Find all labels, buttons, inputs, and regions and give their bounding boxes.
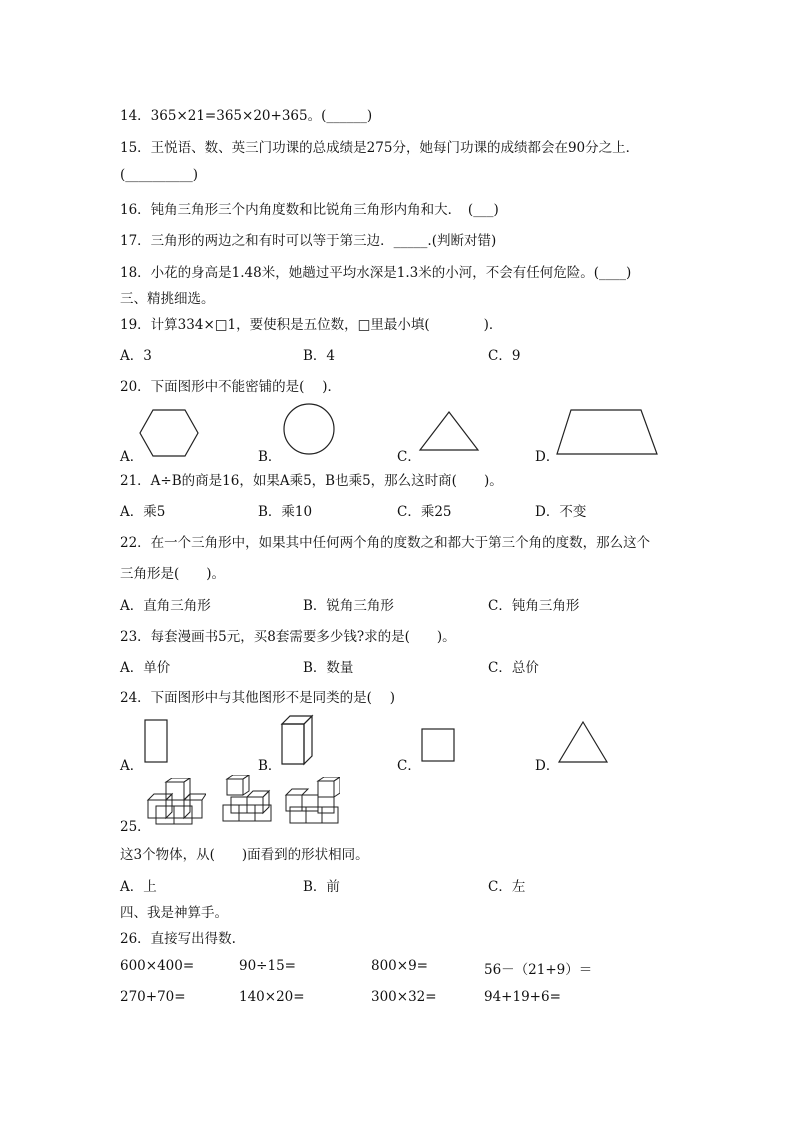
question-18: 18．小花的身高是1.48米，她趟过平均水深是1.3米的小河，不会有任何危险。(____)	[120, 265, 632, 281]
q19-option-a: A．3	[120, 348, 152, 364]
q22-option-b: B．锐角三角形	[303, 598, 394, 614]
question-15-line2: (__________)	[120, 167, 199, 183]
question-24-stem: 24．下面图形中与其他图形不是同类的是( )	[120, 690, 396, 706]
calc-item: 140×20=	[239, 989, 305, 1005]
question-22-stem-line1: 22．在一个三角形中，如果其中任何两个角的度数之和都大于第三个角的度数，那么这个	[120, 535, 651, 551]
question-22-stem-line2: 三角形是( )。	[120, 566, 226, 582]
q25-option-a: A．上	[120, 879, 157, 895]
hexagon-figure	[138, 408, 200, 458]
question-15-line1: 15．王悦语、数、英三门功课的总成绩是275分，她每门功课的成绩都会在90分之上．	[120, 140, 640, 156]
calc-item: 94+19+6=	[484, 989, 561, 1005]
q21-option-b: B．乘10	[258, 504, 313, 520]
question-17: 17．三角形的两边之和有时可以等于第三边．_____.(判断对错)	[120, 233, 497, 249]
question-14: 14．365×21=365×20+365。(______)	[120, 108, 373, 124]
q21-option-c: C．乘25	[397, 504, 452, 520]
q23-option-a: A．单价	[120, 660, 171, 676]
q19-option-c: C．9	[488, 348, 521, 364]
question-19-stem: 19．计算334×□1，要使积是五位数，□里最小填( )．	[120, 317, 503, 333]
cuboid-figure	[280, 714, 316, 766]
q20-option-b: B．	[258, 449, 282, 465]
cube-stack-figure-1	[146, 778, 206, 826]
trapezoid-figure	[555, 407, 659, 457]
section-4-heading: 四、我是神算手。	[120, 905, 228, 921]
q24-option-b: B．	[258, 758, 282, 774]
q21-option-d: D．不变	[535, 504, 587, 520]
q21-option-a: A．乘5	[120, 504, 166, 520]
question-21-stem: 21．A÷B的商是16，如果A乘5，B也乘5，那么这时商( )。	[120, 473, 503, 489]
triangle-figure	[418, 410, 480, 452]
q24-option-a: A．	[120, 758, 144, 774]
cube-stack-figure-2	[221, 775, 273, 827]
question-25-stem: 这3个物体，从( )面看到的形状相同。	[120, 847, 369, 863]
q22-option-c: C．钝角三角形	[488, 598, 580, 614]
section-3-heading: 三、精挑细选。	[120, 291, 215, 307]
q24-option-c: C．	[397, 758, 421, 774]
calc-item: 56－（21+9）＝	[484, 962, 593, 978]
question-26-stem: 26．直接写出得数.	[120, 931, 236, 947]
q20-option-d: D．	[535, 449, 560, 465]
q20-option-c: C．	[397, 449, 421, 465]
q19-option-b: B．4	[303, 348, 336, 364]
calc-item: 270+70=	[120, 989, 186, 1005]
q22-option-a: A．直角三角形	[120, 598, 211, 614]
circle-figure	[282, 402, 336, 456]
q23-option-b: B．数量	[303, 660, 354, 676]
q20-option-a: A．	[120, 449, 144, 465]
question-16: 16．钝角三角形三个内角度数和比锐角三角形内角和大． (___)	[120, 202, 499, 218]
question-23-stem: 23．每套漫画书5元，买8套需要多少钱?求的是( )。	[120, 629, 456, 645]
rectangle-figure	[143, 718, 169, 764]
q25-option-c: C．左	[488, 879, 526, 895]
q23-option-c: C．总价	[488, 660, 539, 676]
triangle-figure	[557, 720, 609, 764]
q24-option-d: D．	[535, 758, 560, 774]
question-20-stem: 20．下面图形中不能密铺的是( )．	[120, 379, 342, 395]
calc-item: 600×400=	[120, 958, 195, 974]
q25-option-b: B．前	[303, 879, 340, 895]
calc-item: 800×9=	[371, 958, 428, 974]
calc-item: 300×32=	[371, 989, 437, 1005]
question-25-number: 25．	[120, 819, 151, 835]
square-figure	[420, 727, 456, 763]
calc-item: 90÷15=	[239, 958, 296, 974]
cube-stack-figure-3	[284, 777, 340, 827]
